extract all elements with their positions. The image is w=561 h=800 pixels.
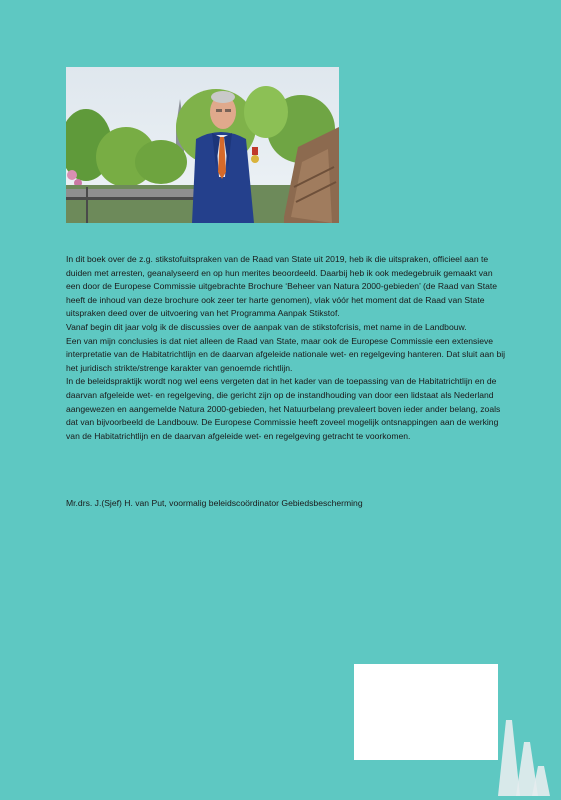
publisher-watermark-icon [498,716,550,796]
body-text [66,253,506,443]
barcode-placeholder [354,664,498,760]
paragraph-intro: In dit boek over de z.g. stikstofuitspraken van de Raad van State uit 2019, heb ik die uitspraken, officieel aan te duiden met arresten, geanalyseerd en op hun merites beoordeeld. Daarbij heb ik ook medegebruik gemaakt van een door de Europese Commissie uitgebrachte Brochure ‘Beheer van Natura 2000-gebieden’ (de Raad van State heeft de inhoud van deze brochure ook zeer ter harte genomen), vlak vóór het moment dat de Raad van State uitspraken deed over de uitvoering van het Programma Aanpak Stikstof. [66,254,498,319]
author-signature: Mr.drs. J.(Sjef) H. van Put, voormalig beleidscoördinator Gebiedsbescherming [66,498,363,508]
author-photo [66,67,339,223]
paragraph-conclusion: Een van mijn conclusies is dat niet alleen de Raad van State, maar ook de Europese Commissie een extensieve interpretatie van de Habitatrichtlijn en de daarvan afgeleide nationale wet- en regelgeving hanteren. Dat sluit aan bij het juridisch strikte/strenge karakter van genoemde richtlijn. [66,335,506,373]
author-photo-graphic [66,67,339,223]
paragraph-follow: Vanaf begin dit jaar volg ik de discussies over de aanpak van de stikstofcrisis, met name in de Landbouw. [66,321,467,332]
paragraph-policy: In de beleidspraktijk wordt nog wel eens vergeten dat in het kader van de toepassing van de Habitatrichtlijn en de daarvan afgeleide wet- en regelgeving, die gericht zijn op de instandhouding van door een lidstaat als Nederland aangewezen en aangemelde Natura 2000-gebieden, het Natuurbelang prevaleert boven ieder ander belang, zoals dat van bijvoorbeeld de Landbouw. De Europese Commissie heeft zoveel mogelijk ontsnappingen aan de werking van de Habitatrichtlijn en de daarvan afgeleide wet- en regelgeving getracht te voorkomen. [66,376,501,441]
